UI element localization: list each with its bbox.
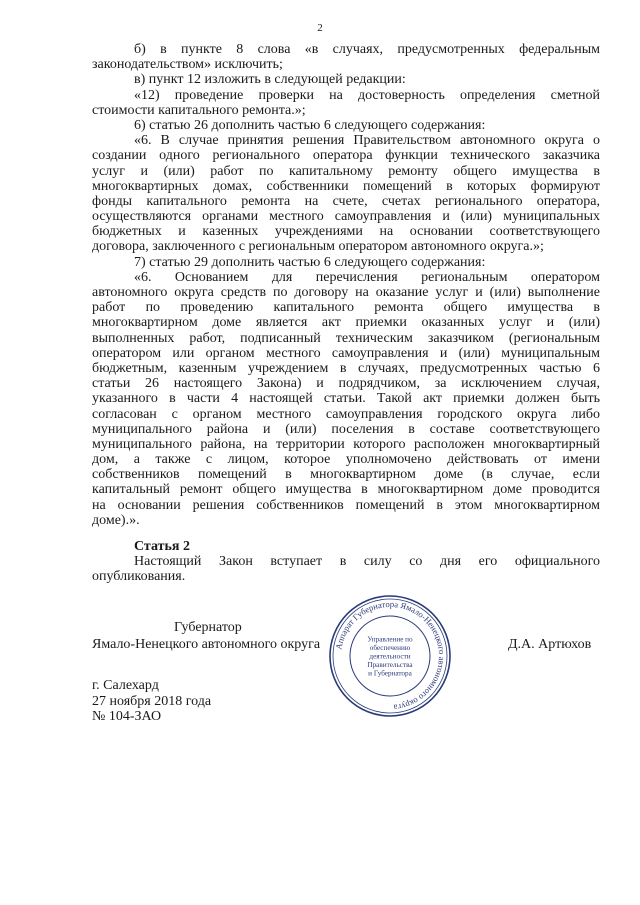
text-line: стоимости капитального ремонта.»;: [92, 102, 306, 118]
text-line: Настоящий Закон вступает в силу со дня его официального: [134, 554, 600, 570]
paragraph-gap: [92, 528, 600, 539]
place: г. Салехард: [92, 678, 159, 693]
document-body: [92, 42, 600, 585]
law-number: № 104-ЗАО: [92, 709, 162, 724]
seal-center-line: Правительства: [367, 660, 413, 669]
text-line: доме).».: [92, 512, 140, 528]
date: 27 ноября 2018 года: [92, 693, 212, 709]
place-date-block: [92, 678, 211, 725]
seal-center-line: обеспечению: [369, 644, 411, 653]
text-line: «6. Основанием для перечисления региональным оператором: [134, 269, 600, 285]
seal-ring-text: Аппарат Губернатора Ямало-Ненецкого автономного округа: [333, 598, 448, 713]
text-line: законодательством» исключить;: [92, 57, 283, 73]
text-line: муниципального района, на территории которого расположен многоквартирный: [92, 436, 600, 452]
text-line: капитальный ремонт общего имущества в многоквартирном доме проводится: [92, 482, 600, 498]
text-line: оператором или органом местного самоуправления и (или) муниципальным: [92, 345, 600, 361]
signature-organization: Ямало-Ненецкого автономного округа: [92, 637, 321, 652]
text-line: муниципального района и (или) поселения в составе соответствующего: [92, 421, 600, 437]
text-line: автономного округа средств по договору на оказание услуг и (или) выполнение: [92, 285, 600, 300]
seal-center-line: деятельности: [369, 652, 411, 661]
text-line: создании одного регионального оператора функции технического заказчика: [92, 148, 600, 164]
text-line: услуг и (или) работ по капитальному ремонту общего имущества в: [92, 163, 600, 179]
text-line: в) пункт 12 изложить в следующей редакции:: [134, 72, 406, 88]
text-line: «12) проведение проверки на достоверность определения сметной: [134, 87, 600, 103]
text-line: согласован с органом местного самоуправления городского округа либо: [92, 406, 600, 422]
text-line: многоквартирных домах, собственники помещений в которых формируют: [92, 178, 600, 194]
text-line: 7) статью 29 дополнить частью 6 следующего содержания:: [134, 254, 486, 270]
text-line: бюджетных и казенных учреждениями на основании соответствующего: [92, 224, 600, 240]
text-line: указанного в части 4 настоящей статьи. Такой акт приемки должен быть: [92, 391, 600, 407]
official-seal: [328, 594, 452, 718]
text-line: «6. В случае принятия решения Правительством автономного округа о: [134, 133, 600, 149]
seal-center-line: Управление по: [367, 635, 413, 644]
text-line: собственников помещений в многоквартирном доме (в случае, если: [92, 467, 600, 483]
text-line: статьи 26 настоящего Закона) и подрядчиком, за исключением случая,: [92, 376, 600, 392]
text-line: работ по проведению капитального ремонта общего имущества в: [92, 300, 600, 316]
signature-name: Д.А. Артюхов: [508, 637, 592, 652]
text-line: фонды капитального ремонта на счете, счетах регионального оператора,: [92, 193, 600, 209]
text-line: опубликования.: [92, 569, 186, 585]
text-line: выполненных работ, подписанный техническим заказчиком (региональным: [92, 330, 600, 346]
text-line: бюджетным, казенным учреждением в случаях, предусмотренных частью 6: [92, 360, 600, 376]
seal-center-line: и Губернатора: [368, 669, 412, 678]
text-line: осуществляются органами местного самоуправления и (или) муниципальных: [92, 209, 600, 225]
text-line: многоквартирном доме является акт приемки оказанных услуг и (или): [92, 315, 600, 331]
seal-center-text: [367, 636, 413, 678]
text-line: дом, а также с лицом, которое уполномочено действовать от имени: [92, 452, 600, 468]
text-line: 6) статью 26 дополнить частью 6 следующего содержания:: [134, 117, 486, 133]
text-line: б) в пункте 8 слова «в случаях, предусмотренных федеральным: [134, 42, 600, 57]
page-number: 2: [317, 22, 323, 34]
signature-title: Губернатор: [174, 620, 242, 635]
text-line: на основании решения собственников помещений в этом многоквартирном: [92, 497, 600, 513]
text-line: договора, заключенного с региональным оператором автономного округа.»;: [92, 239, 544, 255]
article-heading: Статья 2: [134, 539, 190, 554]
